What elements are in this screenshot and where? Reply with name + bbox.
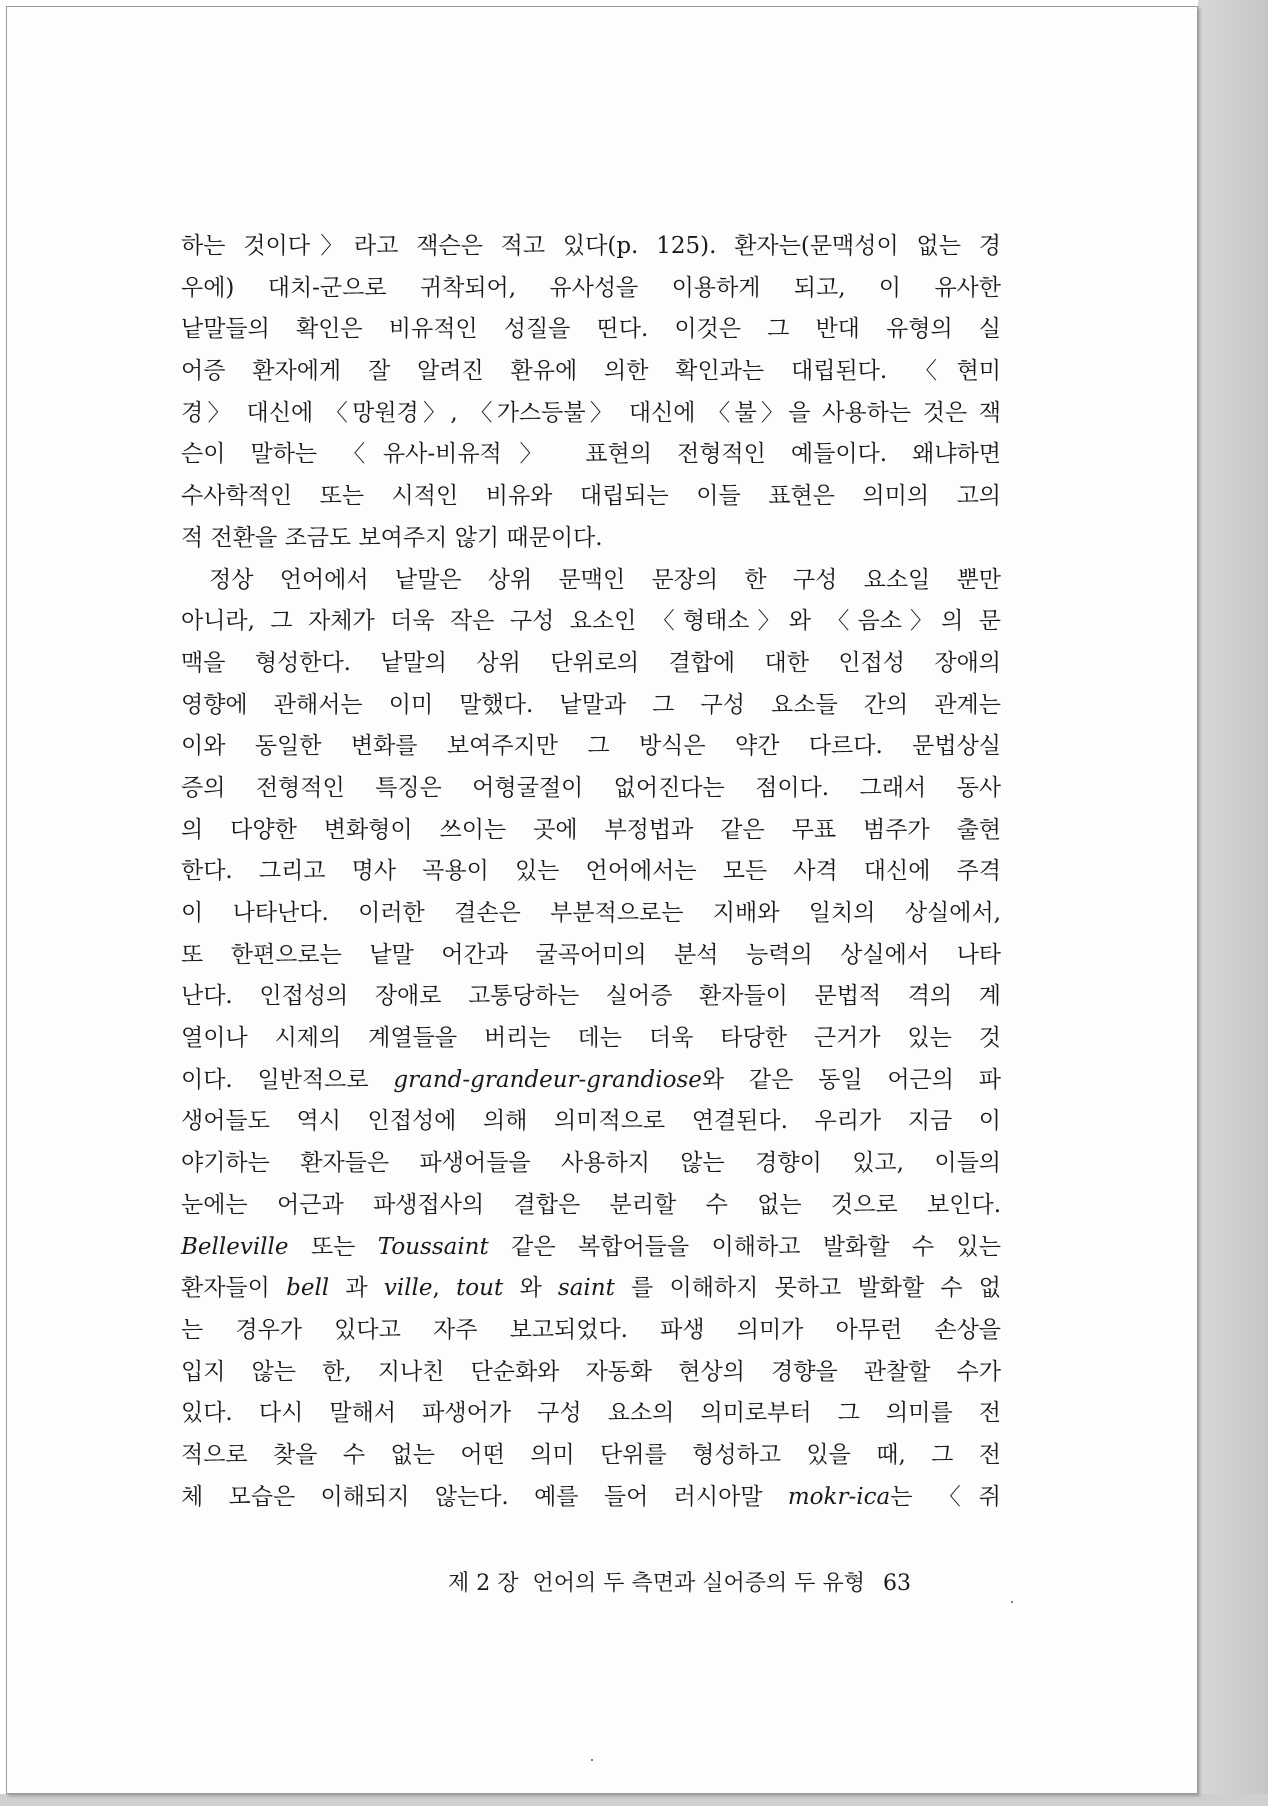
text-line	[181, 1227, 1001, 1269]
text-line	[181, 1477, 1001, 1519]
text-line: 생어들도 역시 인접성에 의해 의미적으로 연결된다. 우리가 지금 이	[181, 1108, 1001, 1135]
text-line: 맥을 형성한다. 낱말의 상위 단위로의 결합에 대한 인접성 장애의	[181, 649, 1001, 676]
text-line: 의 다양한 변화형이 쓰이는 곳에 부정법과 같은 무표 범주가 출현	[181, 816, 1001, 843]
text-fragment: 와 같은 동일 어근의 파	[701, 1066, 1001, 1093]
italic-term: bell	[286, 1275, 330, 1302]
text-fragment: 같은 복합어들을 이해하고 발화할 수 있는	[488, 1233, 1001, 1260]
italic-term: saint	[557, 1275, 615, 1302]
text-line: 야기하는 환자들은 파생어들을 사용하지 않는 경향이 있고, 이들의	[181, 1150, 1001, 1177]
text-fragment: 과	[329, 1275, 384, 1302]
text-line: 한다. 그리고 명사 곡용이 있는 언어에서는 모든 사격 대신에 주격	[181, 858, 1001, 885]
text-line: 수사학적인 또는 시적인 비유와 대립되는 이들 표현은 의미의 고의	[181, 483, 1001, 510]
page-stack-right-edge	[1198, 0, 1268, 1806]
text-line: 적으로 찾을 수 없는 어떤 의미 단위를 형성하고 있을 때, 그 전	[181, 1441, 1001, 1468]
text-line	[181, 1268, 1001, 1310]
text-line: 는 경우가 있다고 자주 보고되었다. 파생 의미가 아무런 손상을	[181, 1316, 1001, 1343]
print-speck	[1011, 1601, 1013, 1603]
running-footer	[448, 1566, 911, 1597]
text-line	[181, 1060, 1001, 1102]
page-number: 63	[882, 1571, 911, 1596]
italic-term: grand-grandeur-grandiose	[393, 1066, 702, 1093]
text-line: 눈에는 어근과 파생접사의 결합은 분리할 수 없는 것으로 보인다.	[181, 1191, 1001, 1218]
print-speck	[591, 1759, 593, 1761]
text-line: 증의 전형적인 특징은 어형굴절이 없어진다는 점이다. 그래서 동사	[181, 774, 1001, 801]
text-line: 우에) 대치-군으로 귀착되어, 유사성을 이용하게 되고, 이 유사한	[181, 274, 1001, 301]
italic-term: Belleville	[181, 1233, 289, 1260]
text-line: 어증 환자에게 잘 알려진 환유에 의한 확인과는 대립된다. 〈현미	[181, 358, 1001, 385]
paragraph-first-line: 정상 언어에서 낱말은 상위 문맥인 문장의 한 구성 요소일 뿐만	[209, 566, 1001, 593]
italic-term: tout	[456, 1275, 504, 1302]
text-line: 열이나 시제의 계열들을 버리는 데는 더욱 타당한 근거가 있는 것	[181, 1025, 1001, 1052]
text-fragment: 또는	[288, 1233, 378, 1260]
text-line: 경〉 대신에 〈망원경〉, 〈가스등불〉 대신에 〈불〉을 사용하는 것은 잭	[181, 399, 1001, 426]
text-line: 낱말들의 확인은 비유적인 성질을 띤다. 이것은 그 반대 유형의 실	[181, 316, 1001, 343]
page-stack-bottom-edge	[0, 1794, 1268, 1806]
text-fragment: 이다. 일반적으로	[181, 1066, 394, 1093]
running-head: 제 2 장 언어의 두 측면과 실어증의 두 유형	[448, 1571, 865, 1596]
text-line: 아니라, 그 자체가 더욱 작은 구성 요소인 〈형태소〉와 〈음소〉의 문	[181, 608, 1001, 635]
text-line: 슨이 말하는 〈유사-비유적〉 표현의 전형적인 예들이다. 왜냐하면	[181, 441, 1001, 468]
text-line: 이와 동일한 변화를 보여주지만 그 방식은 약간 다르다. 문법상실	[181, 733, 1001, 760]
italic-term: Toussaint	[377, 1233, 489, 1260]
italic-term: ville	[383, 1275, 433, 1302]
text-line: 영향에 관해서는 이미 말했다. 낱말과 그 구성 요소들 간의 관계는	[181, 691, 1001, 718]
text-line: 입지 않는 한, 지나친 단순화와 자동화 현상의 경향을 관찰할 수가	[181, 1358, 1001, 1385]
text-fragment: 체 모습은 이해되지 않는다. 예를 들어 러시아말	[181, 1483, 788, 1510]
text-line: 이 나타난다. 이러한 결손은 부분적으로는 지배와 일치의 상실에서,	[181, 900, 1001, 926]
text-fragment: 는 〈쥐	[890, 1483, 1002, 1510]
text-line: 적 전환을 조금도 보여주지 않기 때문이다.	[181, 524, 603, 551]
text-line: 난다. 인접성의 장애로 고통당하는 실어증 환자들이 문법적 격의 계	[181, 983, 1001, 1010]
text-fragment: 를 이해하지 못하고 발화할 수 없	[614, 1275, 1002, 1302]
text-fragment: ,	[432, 1275, 440, 1302]
body-text	[181, 226, 1001, 1518]
text-fragment: 환자들이	[181, 1275, 287, 1302]
italic-term: mokr-ica	[787, 1483, 891, 1510]
text-line: 있다. 다시 말해서 파생어가 구성 요소의 의미로부터 그 의미를 전	[181, 1400, 1001, 1427]
text-line: 하는 것이다〉라고 잭슨은 적고 있다(p. 125). 환자는(문맥성이 없는 경	[181, 233, 1001, 259]
text-line: 또 한편으로는 낱말 어간과 굴곡어미의 분석 능력의 상실에서 나타	[181, 941, 1001, 968]
text-fragment: 와	[503, 1275, 558, 1302]
